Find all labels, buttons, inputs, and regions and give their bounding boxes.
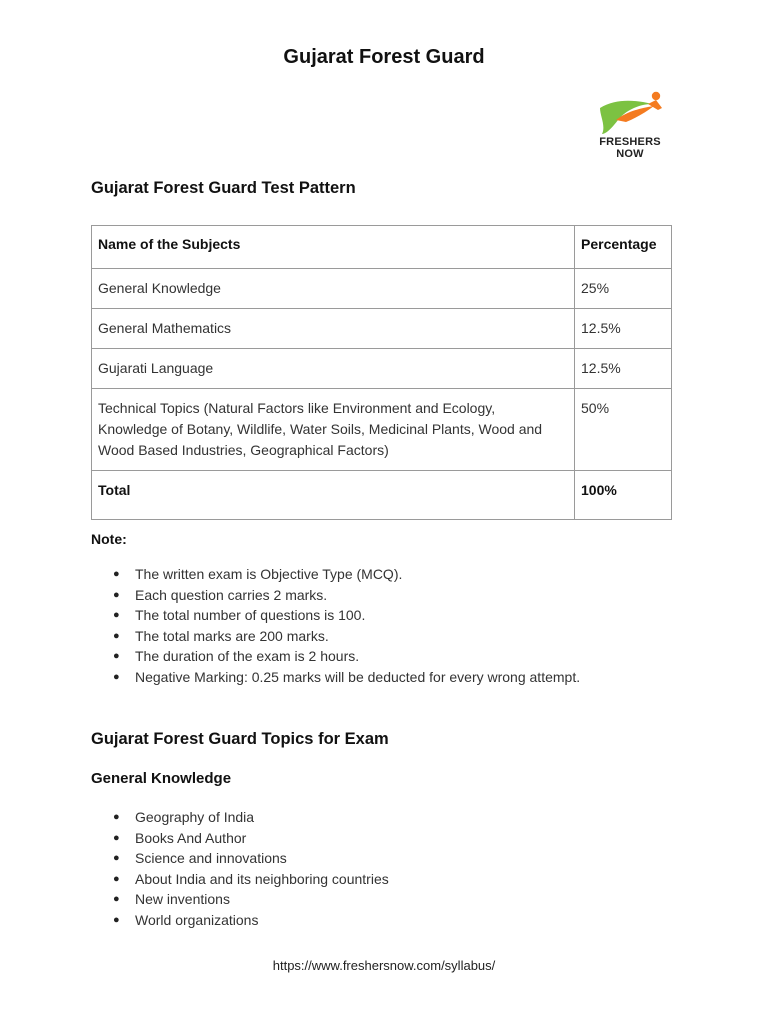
list-item-text: Books And Author <box>135 829 247 846</box>
note-list <box>91 564 691 688</box>
bullet-icon: ● <box>113 893 120 906</box>
total-percentage-cell: 100% <box>575 471 672 520</box>
bullet-icon: ● <box>113 831 120 844</box>
table-row <box>92 389 672 471</box>
list-item <box>91 807 691 828</box>
list-item-text: Each question carries 2 marks. <box>135 586 328 603</box>
list-item-text: World organizations <box>135 911 259 928</box>
bullet-icon: ● <box>113 588 120 601</box>
list-item-text: The duration of the exam is 2 hours. <box>135 648 360 665</box>
list-item-text: The written exam is Objective Type (MCQ). <box>135 566 403 582</box>
list-item-text: Geography of India <box>135 809 255 825</box>
bullet-icon: ● <box>113 650 120 663</box>
subject-cell: Technical Topics (Natural Factors like Environment and Ecology, Knowledge of Botany, Wildlife, Water Soils, Medicinal Plants, Wood and Wood Based Industries, Geographical Factors) <box>92 389 575 471</box>
list-item-text: New inventions <box>135 891 230 908</box>
list-item <box>91 889 691 910</box>
general-knowledge-heading: General Knowledge <box>91 770 232 787</box>
bullet-icon: ● <box>113 852 120 865</box>
list-item <box>91 605 691 626</box>
table-total-row <box>92 471 672 520</box>
list-item-text: Negative Marking: 0.25 marks will be deducted for every wrong attempt. <box>135 668 581 685</box>
list-item-text: About India and its neighboring countries <box>135 870 389 887</box>
list-item <box>91 585 691 606</box>
table-header-row <box>92 226 672 269</box>
bullet-icon: ● <box>113 670 120 683</box>
list-item <box>91 869 691 890</box>
test-pattern-table <box>91 225 672 520</box>
list-item <box>91 626 691 647</box>
table-row <box>92 349 672 389</box>
percentage-cell: 12.5% <box>575 309 672 349</box>
table-row <box>92 269 672 309</box>
bullet-icon: ● <box>113 609 120 622</box>
freshers-now-logo-icon <box>596 90 666 136</box>
percentage-cell: 12.5% <box>575 349 672 389</box>
list-item <box>91 828 691 849</box>
bullet-icon: ● <box>113 872 120 885</box>
freshers-now-logo <box>584 90 676 160</box>
subject-cell: General Knowledge <box>92 269 575 309</box>
list-item <box>91 910 691 931</box>
topics-heading: Gujarat Forest Guard Topics for Exam <box>91 730 389 748</box>
footer-url[interactable]: https://www.freshersnow.com/syllabus/ <box>272 958 496 973</box>
list-item-text: The total marks are 200 marks. <box>135 627 329 644</box>
subject-cell: Gujarati Language <box>92 349 575 389</box>
total-label-cell: Total <box>92 471 575 520</box>
bullet-icon: ● <box>113 913 120 926</box>
list-item <box>91 667 691 688</box>
percentage-cell: 25% <box>575 269 672 309</box>
list-item <box>91 646 691 667</box>
list-item <box>91 848 691 869</box>
column-header: Name of the Subjects <box>92 226 575 269</box>
list-item-text: The total number of questions is 100. <box>135 607 366 624</box>
logo-text: FRESHERS NOW <box>599 136 661 160</box>
bullet-icon: ● <box>113 568 120 580</box>
list-item <box>91 564 691 585</box>
subject-cell: General Mathematics <box>92 309 575 349</box>
percentage-cell: 50% <box>575 389 672 471</box>
table-row <box>92 309 672 349</box>
general-knowledge-list <box>91 807 691 931</box>
page-title: Gujarat Forest Guard <box>283 46 485 68</box>
note-label: Note: <box>91 531 127 547</box>
bullet-icon: ● <box>113 811 120 823</box>
column-header: Percentage <box>575 226 672 269</box>
bullet-icon: ● <box>113 629 120 642</box>
list-item-text: Science and innovations <box>135 850 287 867</box>
test-pattern-heading: Gujarat Forest Guard Test Pattern <box>91 179 356 197</box>
